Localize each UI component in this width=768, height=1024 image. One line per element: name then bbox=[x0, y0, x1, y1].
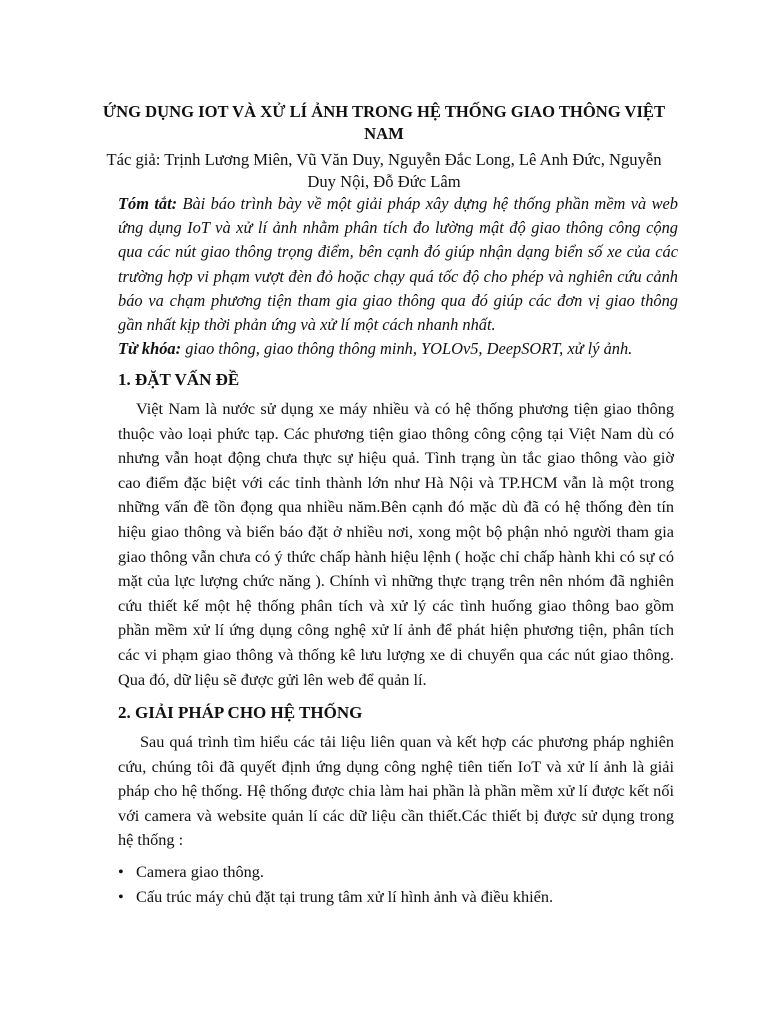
paper-title: ỨNG DỤNG IOT VÀ XỬ LÍ ẢNH TRONG HỆ THỐNG GIAO THÔNG VIỆT NAM bbox=[102, 102, 666, 143]
list-item bbox=[118, 859, 674, 884]
keywords bbox=[118, 338, 678, 360]
abstract-text: Bài báo trình bày về một giải pháp xây dựng hệ thống phần mềm và web ứng dụng IoT và xử lí ảnh nhằm phân tích đo lường mật độ giao thông công cộng qua các nút giao thông trọng điểm, bên cạnh đó giúp nhận dạng biển số xe của các trường hợp vi phạm vượt đèn đỏ hoặc chạy quá tốc độ cho phép và nghiên cứu cảnh báo va chạm phương tiện tham gia giao thông qua đó giúp các đơn vị giao thông gần nhất kịp thời phản ứng và xử lí một cách nhanh nhất. bbox=[118, 194, 678, 335]
list-item bbox=[118, 884, 674, 909]
author-line: Tác giả: Trịnh Lương Miên, Vũ Văn Duy, Nguyễn Đắc Long, Lê Anh Đức, Nguyễn Duy Nội, Đỗ Đức Lâm bbox=[106, 150, 662, 191]
list-item-text: Cấu trúc máy chủ đặt tại trung tâm xử lí hình ảnh và điều khiển. bbox=[136, 887, 554, 906]
section-1-paragraph: Việt Nam là nước sử dụng xe máy nhiều và có hệ thống phương tiện giao thông thuộc vào loại phức tạp. Các phương tiện giao thông công cộng tại Việt Nam dù có nhưng vẫn hoạt động chưa thực sự hiệu quả. Tình trạng ùn tắc giao thông vào giờ cao điểm đặc biệt với các tỉnh thành lớn như Hà Nội và TP.HCM vẫn là một trong những vấn đề tồn đọng qua nhiều năm.Bên cạnh đó mặc dù đã có hệ thống đèn tín hiệu giao thông và biển báo đặt ở nhiều nơi, xong một bộ phận nhỏ người tham gia giao thông vẫn chưa có ý thức chấp hành hiệu lệnh ( hoặc chỉ chấp hành khi có sự có mặt của lực lượng chức năng ). Chính vì những thực trạng trên nên nhóm đã nghiên cứu thiết kế một hệ thống phân tích và xử lý các tình huống giao thông bao gồm phần mềm xử lí ứng dụng công nghệ xử lí ảnh để phát hiện phương tiện, phân tích các vi phạm giao thông và thống kê lưu lượng xe di chuyển qua các nút giao thông. Qua đó, dữ liệu sẽ được gửi lên web để quản lí. bbox=[118, 399, 674, 689]
keywords-label: Từ khóa: bbox=[118, 339, 182, 358]
list-item-text: Camera giao thông. bbox=[136, 862, 264, 881]
device-list bbox=[118, 859, 674, 909]
keywords-text: giao thông, giao thông thông minh, YOLOv5, DeepSORT, xử lý ảnh. bbox=[181, 339, 633, 358]
section-heading-2: 2. GIẢI PHÁP CHO HỆ THỐNG bbox=[118, 703, 363, 722]
bullet-icon: • bbox=[118, 862, 124, 881]
section-2-paragraph: Sau quá trình tìm hiểu các tải liệu liên quan và kết hợp các phương pháp nghiên cứu, chúng tôi đã quyết định ứng dụng công nghệ tiên tiến IoT và xử lí ảnh là giải pháp cho hệ thống. Hệ thống được chia làm hai phần là phần mềm xử lí được kết nối với camera và website quản lí các dữ liệu cần thiết.Các thiết bị được sử dụng trong hệ thống : bbox=[118, 732, 674, 850]
section-heading-1: 1. ĐẶT VẤN ĐỀ bbox=[118, 370, 240, 389]
abstract bbox=[118, 192, 678, 337]
abstract-label: Tóm tắt: bbox=[118, 194, 178, 213]
bullet-icon: • bbox=[118, 887, 124, 906]
